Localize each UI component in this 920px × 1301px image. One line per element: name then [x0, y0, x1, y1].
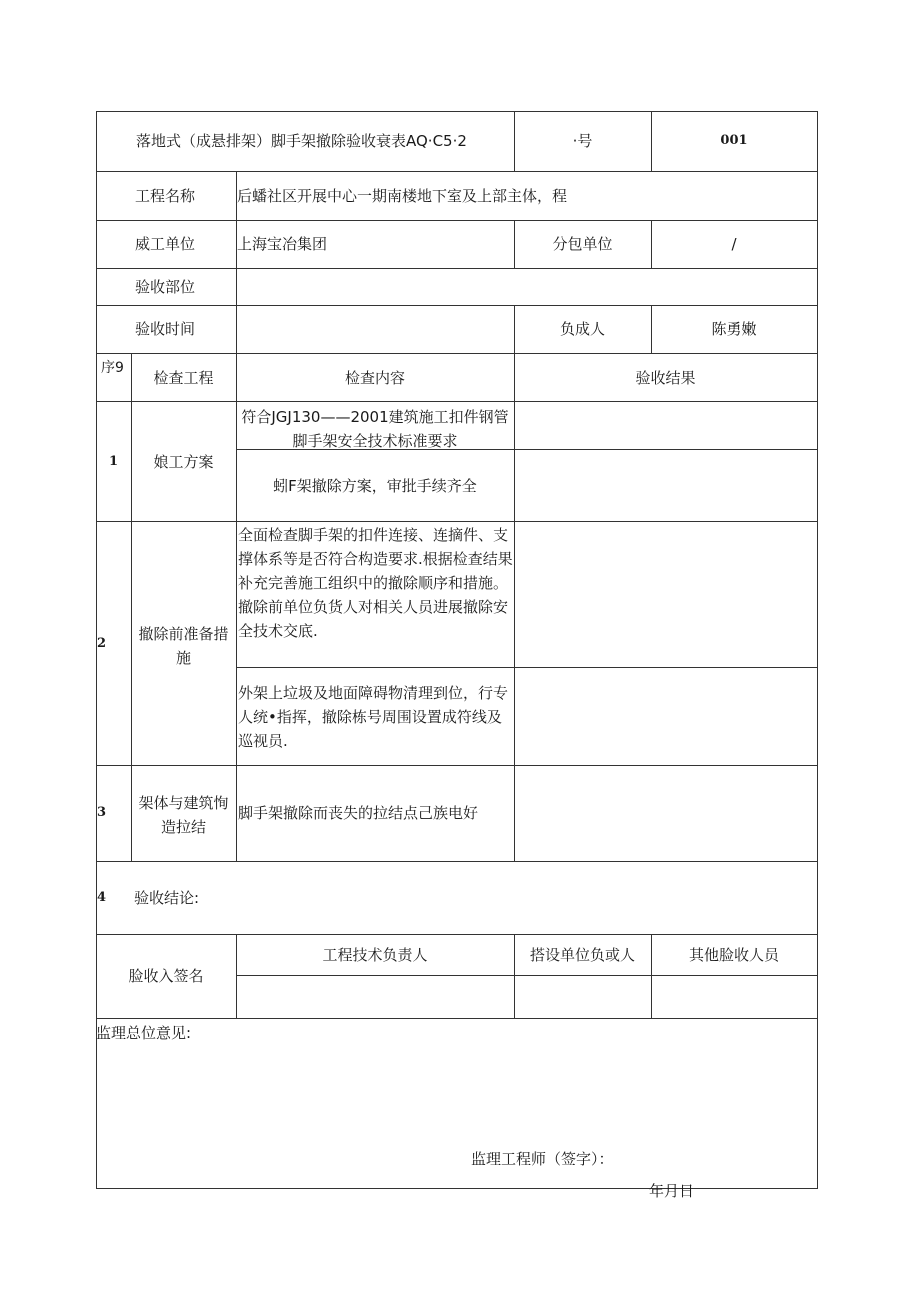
- rule: [96, 171, 817, 172]
- signature-col-tech-lead: 工程技术负责人: [322, 946, 428, 964]
- rule: [96, 268, 817, 269]
- rule-v: [514, 353, 515, 861]
- supervision-engineer: 监理工程师（签字）：: [471, 1150, 614, 1168]
- rule-v: [236, 353, 237, 861]
- col-seq: 序9: [101, 360, 124, 376]
- col-item: 检查工程: [153, 369, 214, 387]
- col-content: 检查内容: [344, 369, 405, 387]
- rule: [96, 1018, 817, 1019]
- col-result: 验收结果: [635, 369, 696, 387]
- border-right: [817, 111, 818, 1189]
- owner-label: 负成人: [559, 320, 605, 338]
- row-2-content-b: 外架上垃圾及地面障碍物清理到位，行专人统•指挥，撤除栋号周围设置成符线及巡视员.: [238, 684, 509, 750]
- supervision-date-clip: [600, 1170, 720, 1200]
- acceptance-time-label: 验收时间: [135, 320, 196, 338]
- signature-col-erector-lead: 搭设单位负或人: [529, 946, 635, 964]
- rule: [96, 220, 817, 221]
- row-2-content-a: 全面检查脚手架的扣件连接、连摘件、支撑体系等是否符合构造要求.根据检查结果补充完善施工组织中的撤除顺序和措施。撤除前单位负货人对相关人员进展撤除安全技术交底.: [238, 526, 513, 640]
- rule: [96, 305, 817, 306]
- row-1-content-a: 符合JGJ130——2001建筑施工扣件钢管脚手架安全技术标准要求: [241, 408, 509, 450]
- row-1-seq: 1: [108, 454, 119, 469]
- signature-label: 脸收入签名: [128, 967, 204, 985]
- border-bottom: [96, 1188, 817, 1189]
- form-number-label: ·号: [572, 132, 593, 150]
- row-4-seq: 4: [97, 890, 107, 905]
- row-3-content: 脚手架撤除而丧失的拉结点己族电好: [238, 804, 479, 822]
- border-top: [96, 111, 817, 112]
- rule: [96, 861, 817, 862]
- contractor-value: 上海宝冶集团: [237, 235, 328, 253]
- supervision-label: 监理总位意见:: [96, 1024, 192, 1042]
- rule: [236, 667, 817, 668]
- form-number-value: 001: [720, 133, 748, 148]
- signature-col-other: 其他脸收人员: [688, 946, 779, 964]
- rule: [236, 975, 817, 976]
- subcontractor-label: 分包单位: [552, 235, 613, 253]
- rule: [96, 521, 817, 522]
- row-1-content-b: 蚓F架撤除方案，审批手续齐全: [273, 477, 477, 495]
- row-4-item: 验收结论:: [134, 889, 200, 907]
- rule: [96, 353, 817, 354]
- project-name-label: 工程名称: [135, 187, 196, 205]
- rule: [96, 765, 817, 766]
- subcontractor-value: /: [731, 235, 737, 253]
- row-3-item: 架体与建筑恂造拉结: [138, 794, 229, 836]
- row-2-seq: 2: [97, 636, 107, 651]
- supervision-date: 年月日: [649, 1182, 695, 1200]
- row-2-item: 撤除前准备措施: [138, 625, 229, 667]
- row-1-item: 娘工方案: [153, 453, 214, 471]
- contractor-label: 威工单位: [135, 235, 196, 253]
- rule: [96, 401, 817, 402]
- form-title: 落地式（成悬排架）脚手架撤除验收衰表AQ·C5·2: [136, 132, 467, 150]
- project-name-value: 后蟠社区开展中心一期南楼地下室及上部主体，程: [237, 187, 568, 205]
- owner-value: 陈勇嫩: [711, 320, 757, 338]
- rule: [96, 934, 817, 935]
- row-3-seq: 3: [97, 805, 107, 820]
- acceptance-part-label: 验收部位: [135, 278, 196, 296]
- rule-v: [131, 353, 132, 861]
